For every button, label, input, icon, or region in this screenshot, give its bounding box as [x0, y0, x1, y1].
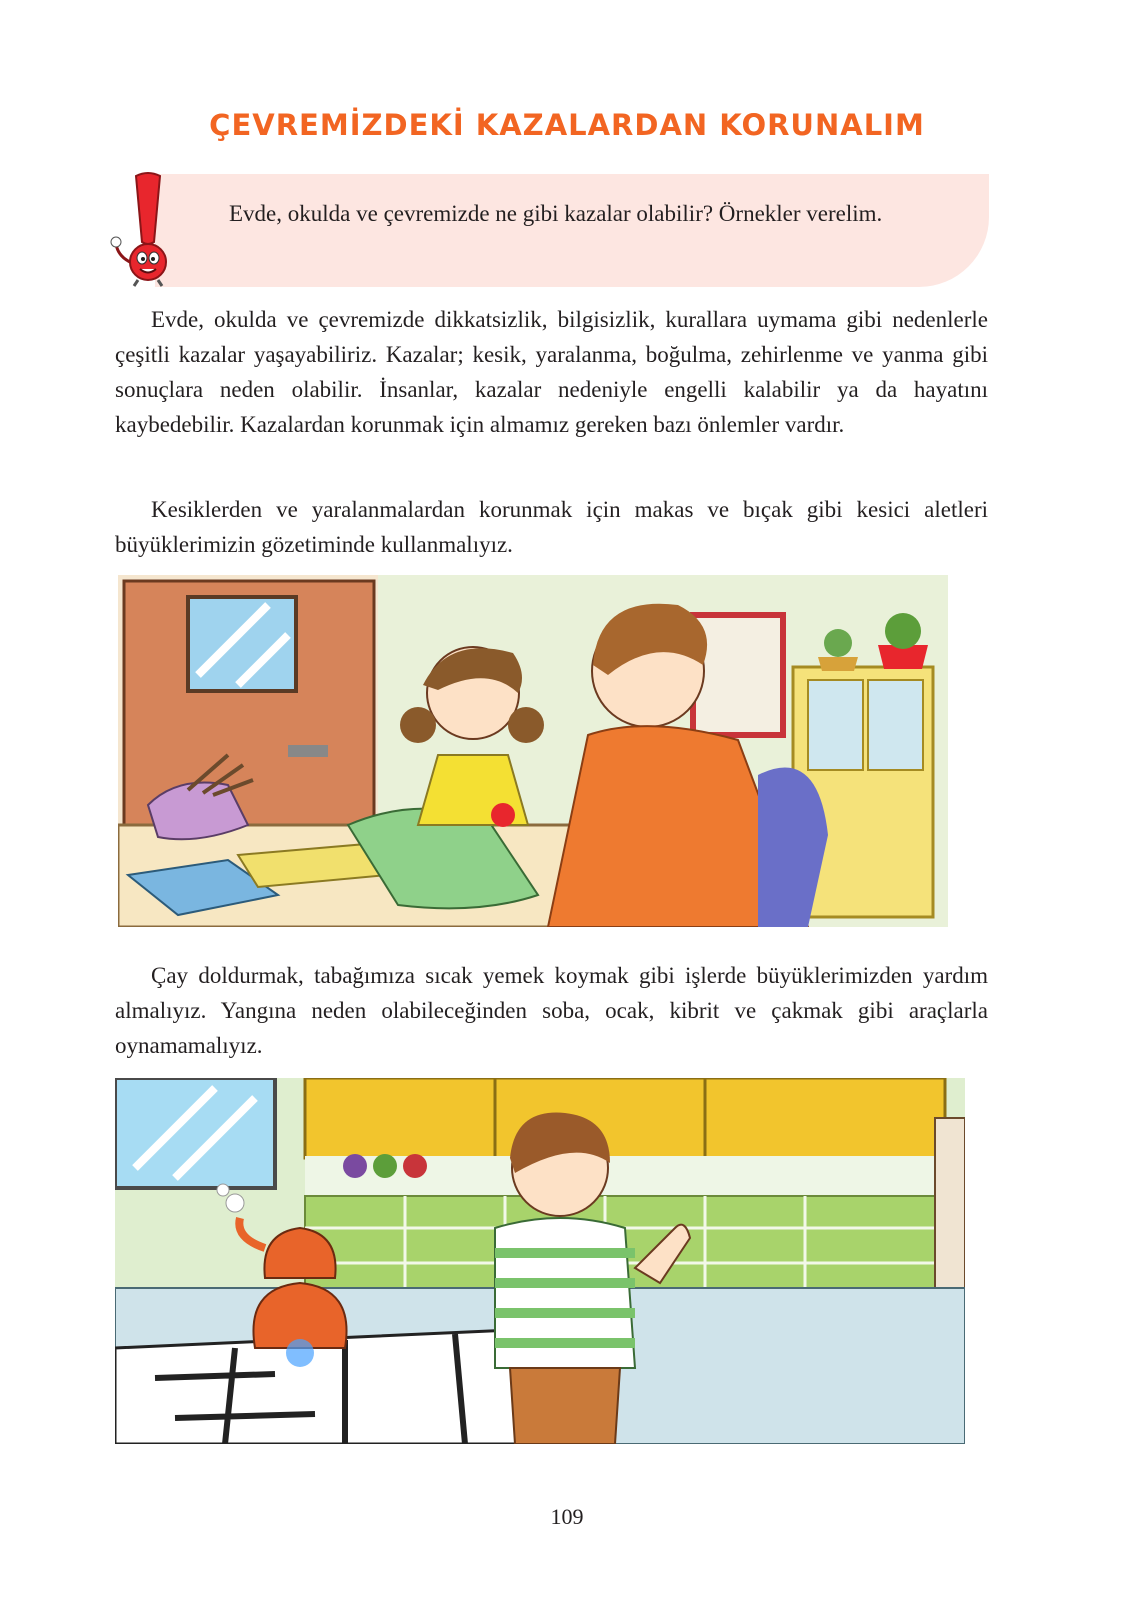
page-title: ÇEVREMİZDEKİ KAZALARDAN KORUNALIM — [209, 108, 925, 142]
paragraph-2: Kesiklerden ve yaralanmalardan korunmak için makas ve bıçak gibi kesici aletleri büyüklerimizin gözetiminde kullanmalıyız. — [115, 497, 988, 557]
notice-board — [693, 615, 783, 735]
door-handle — [288, 745, 328, 757]
exclamation-mascot-icon — [108, 170, 188, 288]
paragraph-1: Evde, okulda ve çevremizde dikkatsizlik, bilgisizlik, kurallara uymama gibi nedenlerle çeşitli kazalar yaşayabiliriz. Kazalar; kesik, yaralanma, boğulma, zehirlenme ve yanma gibi sonuçlara neden olabilir. İnsanlar, kazalar nedeniyle engelli kalabilir ya da hayatını kaybedebilir. Kazalardan korunmak için almamız gereken bazı önlemler vardır. — [115, 307, 988, 437]
upper-cabinets — [305, 1078, 945, 1158]
flame-icon — [286, 1339, 314, 1367]
kitchen-window — [115, 1078, 275, 1188]
question-text: Evde, okulda ve çevremizde ne gibi kazalar olabilir? Örnekler verelim. — [229, 201, 883, 226]
scissors-illustration — [118, 575, 948, 927]
kitchen-illustration — [115, 1078, 965, 1444]
page-number: 109 — [550, 1504, 584, 1529]
scissors-icon — [491, 803, 515, 827]
paragraph-3: Çay doldurmak, tabağımıza sıcak yemek koymak gibi işlerde büyüklerimizden yardım almalıyız. Yangına neden olabileceğinden soba, ocak, kibrit ve çakmak gibi araçlarla oynamamalıyız. — [115, 963, 988, 1058]
